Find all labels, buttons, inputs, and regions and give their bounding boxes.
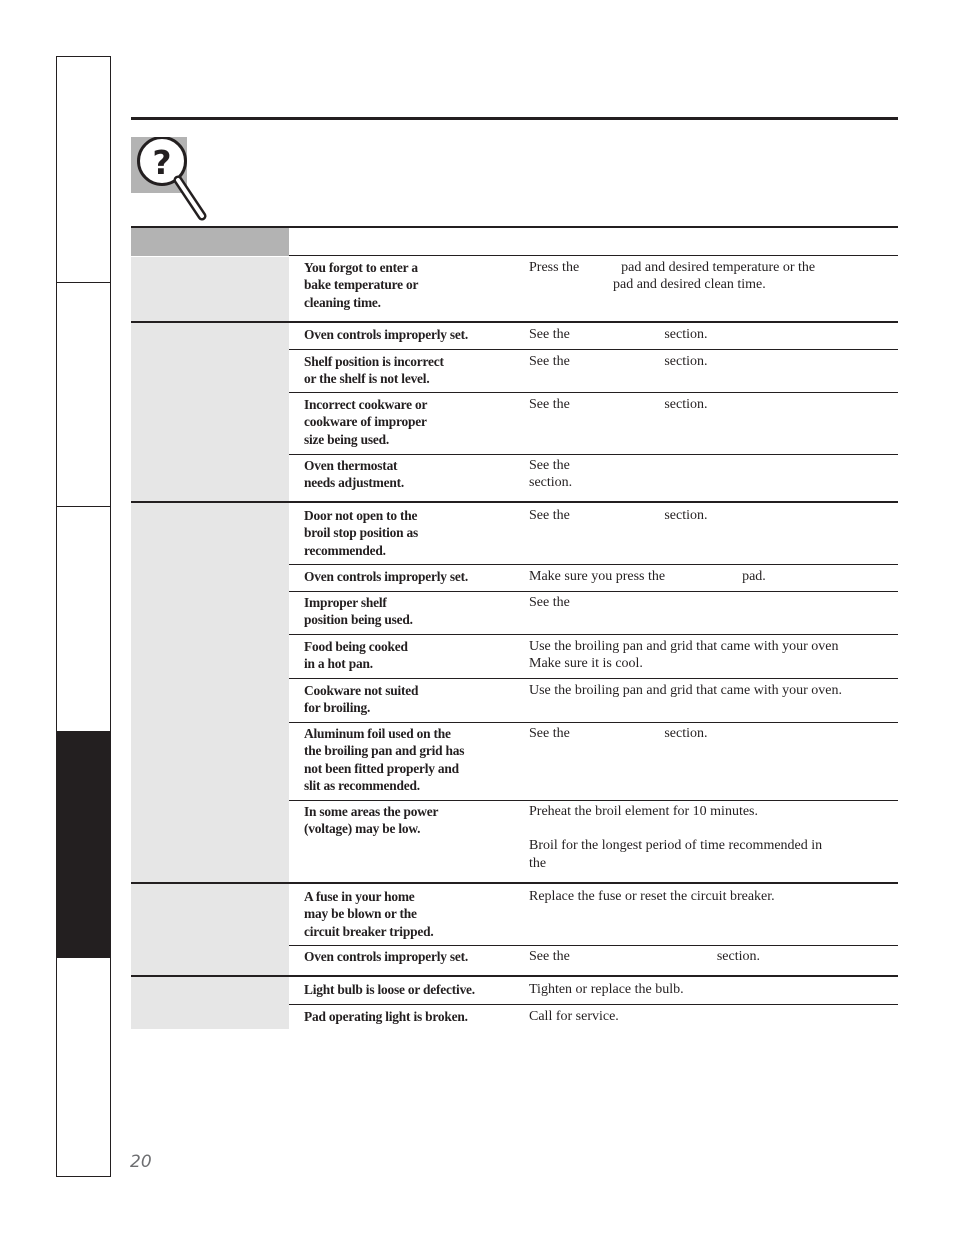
row-rule bbox=[289, 945, 898, 946]
cause-text: In some areas the power (voltage) may be low. bbox=[304, 804, 439, 837]
solution-text: See the bbox=[529, 595, 570, 610]
solution-text: See the section. bbox=[529, 327, 708, 342]
row-rule bbox=[289, 722, 898, 723]
solution-text: See the section. bbox=[529, 949, 760, 964]
group-rule bbox=[131, 882, 898, 884]
cause-text: Aluminum foil used on the the broiling pan and grid has not been fitted properly and slit as recommended. bbox=[304, 726, 465, 794]
group-cell bbox=[131, 257, 289, 321]
solution-text: See the section. bbox=[529, 397, 708, 412]
top-rule bbox=[131, 117, 898, 120]
group-cell bbox=[131, 977, 289, 1029]
sidebar-tab-strip bbox=[56, 56, 111, 1177]
row-rule bbox=[289, 454, 898, 455]
solution-text: See the section. bbox=[529, 726, 708, 741]
solution-text: Make sure you press the pad. bbox=[529, 569, 766, 584]
row-rule bbox=[289, 564, 898, 565]
page-number: 20 bbox=[130, 1152, 152, 1172]
group-cell bbox=[131, 323, 289, 501]
cause-text: Oven thermostat needs adjustment. bbox=[304, 458, 405, 491]
row-rule bbox=[289, 349, 898, 350]
solution-text: Replace the fuse or reset the circuit breaker. bbox=[529, 889, 775, 904]
group-rule bbox=[131, 501, 898, 503]
cause-text: Oven controls improperly set. bbox=[304, 949, 469, 964]
group-cell bbox=[131, 884, 289, 975]
row-rule bbox=[289, 392, 898, 393]
cause-text: Oven controls improperly set. bbox=[304, 569, 469, 584]
sidebar-active-tab bbox=[57, 731, 110, 958]
solution-text: See the section. bbox=[529, 508, 708, 523]
cause-text: Cookware not suited for broiling. bbox=[304, 683, 419, 716]
cause-text: Shelf position is incorrect or the shelf is not level. bbox=[304, 354, 444, 387]
solution-text: Use the broiling pan and grid that came with your oven Make sure it is cool. bbox=[529, 639, 839, 672]
group-rule bbox=[131, 321, 898, 323]
cause-text: Light bulb is loose or defective. bbox=[304, 982, 475, 997]
row-rule bbox=[289, 591, 898, 592]
group-rule bbox=[131, 975, 898, 977]
group-cell bbox=[131, 503, 289, 882]
cause-text: Pad operating light is broken. bbox=[304, 1009, 468, 1024]
sidebar-divider bbox=[57, 282, 110, 283]
svg-text:?: ? bbox=[152, 143, 172, 182]
cause-text: Incorrect cookware or cookware of improper size being used. bbox=[304, 397, 428, 447]
solution-text: See the section. bbox=[529, 354, 708, 369]
table-header-line bbox=[289, 255, 898, 256]
solution-text: Preheat the broil element for 10 minutes. Broil for the longest period of time recommended in the bbox=[529, 804, 823, 871]
solution-text: Use the broiling pan and grid that came with your oven. bbox=[529, 683, 842, 698]
row-rule bbox=[289, 800, 898, 801]
row-rule bbox=[289, 678, 898, 679]
cause-text: Food being cooked in a hot pan. bbox=[304, 639, 408, 672]
solution-text: See the section. bbox=[529, 458, 573, 491]
cause-text: A fuse in your home may be blown or the circuit breaker tripped. bbox=[304, 889, 434, 939]
sidebar-divider bbox=[57, 506, 110, 507]
table-header-cell bbox=[131, 228, 289, 256]
row-rule bbox=[289, 634, 898, 635]
row-rule bbox=[289, 1004, 898, 1005]
cause-text: Door not open to the broil stop position as recommended. bbox=[304, 508, 419, 558]
cause-text: Improper shelf position being used. bbox=[304, 595, 413, 628]
cause-text: You forgot to enter a bake temperature or cleaning time. bbox=[304, 260, 419, 310]
solution-text: Tighten or replace the bulb. bbox=[529, 982, 684, 997]
cause-text: Oven controls improperly set. bbox=[304, 327, 469, 342]
question-magnifier-icon bbox=[131, 137, 211, 222]
solution-text: Call for service. bbox=[529, 1009, 619, 1024]
solution-text: Press the pad and desired temperature or the pad and desired clean time. bbox=[529, 260, 816, 293]
